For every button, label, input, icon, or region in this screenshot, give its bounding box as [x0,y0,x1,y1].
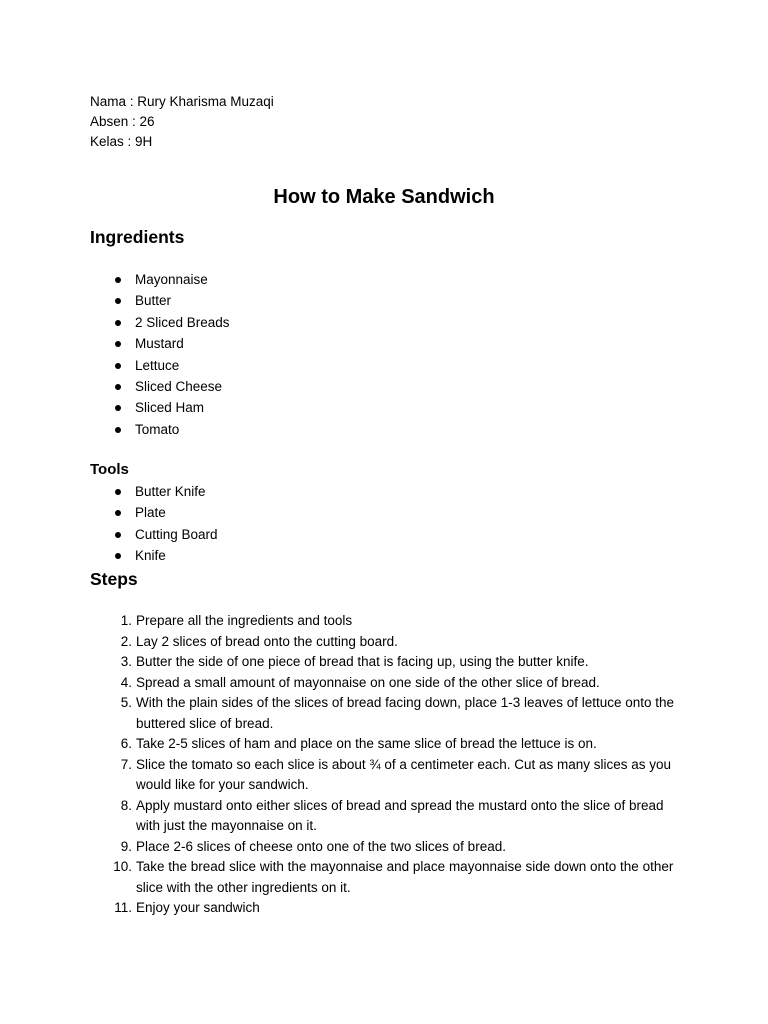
step-text: Take 2-5 slices of ham and place on the same slice of bread the lettuce is on. [136,736,597,751]
step-number: 7. [120,756,132,772]
tool-item: Cutting Board [110,524,218,545]
bullet-icon [115,320,121,326]
step-text: Take the bread slice with the mayonnaise and place mayonnaise side down onto the other slice with the other ingredients on it. [136,859,674,895]
step-number: 8. [120,797,132,813]
bullet-icon [115,341,121,347]
step-item [0,611,676,632]
steps-list [0,611,700,919]
step-text: With the plain sides of the slices of bread facing down, place 1-3 leaves of lettuce onto the buttered slice of bread. [136,695,675,731]
step-number: 10. [113,859,132,874]
ingredient-item: Sliced Ham [110,397,230,418]
step-number: 9. [120,838,132,854]
step-item [0,632,676,653]
ingredient-item: Mayonnaise [110,269,230,290]
step-number: 11. [114,900,132,915]
tools-list [110,481,218,567]
step-number: 5. [120,695,132,710]
step-text: Lay 2 slices of bread onto the cutting board. [136,633,398,649]
tool-item: Plate [110,502,218,523]
step-item [0,837,676,858]
step-number: 6. [120,736,132,751]
step-text: Slice the tomato so each slice is about ¾ of a centimeter each. Cut as many slices as you would like for your sandwich. [136,756,672,792]
step-text: Butter the side of one piece of bread that is facing up, using the butter knife. [136,654,589,669]
ingredient-item: 2 Sliced Breads [110,312,230,333]
student-kelas: Kelas : 9H [90,134,153,149]
bullet-icon [115,553,121,559]
tools-heading: Tools [90,461,129,478]
step-number: 4. [120,674,132,690]
step-item [0,755,676,796]
step-item [0,796,676,837]
ingredient-item: Lettuce [110,355,230,376]
step-number: 1. [120,613,132,628]
step-text: Enjoy your sandwich [136,900,260,915]
bullet-icon [115,510,121,516]
bullet-icon [115,427,121,433]
step-item [0,857,676,898]
step-item [0,652,676,673]
step-item [0,734,676,755]
ingredients-list [110,269,230,440]
tool-item: Knife [110,545,218,566]
student-info [90,92,274,152]
bullet-icon [115,532,121,538]
step-number: 2. [120,633,132,649]
student-absen: Absen : 26 [90,114,155,129]
ingredient-item: Sliced Cheese [110,376,230,397]
step-text: Place 2-6 slices of cheese onto one of the two slices of bread. [136,838,506,854]
bullet-icon [115,489,121,495]
ingredient-item: Mustard [110,333,230,354]
step-text: Prepare all the ingredients and tools [136,613,353,628]
step-number: 3. [120,654,132,669]
bullet-icon [115,363,121,369]
step-item [0,673,676,694]
ingredient-item: Butter [110,290,230,311]
ingredient-item: Tomato [110,419,230,440]
step-text: Spread a small amount of mayonnaise on one side of the other slice of bread. [136,674,600,690]
ingredients-heading: Ingredients [90,227,185,247]
step-item [0,898,676,919]
bullet-icon [115,405,121,411]
step-item [0,693,676,734]
bullet-icon [115,298,121,304]
student-name: Nama : Rury Kharisma Muzaqi [90,94,274,109]
steps-heading: Steps [90,569,138,589]
document-title: How to Make Sandwich [273,186,495,208]
bullet-icon [115,384,121,390]
tool-item: Butter Knife [110,481,218,502]
step-text: Apply mustard onto either slices of bread and spread the mustard onto the slice of bread with just the mayonnaise on it. [136,797,664,833]
bullet-icon [115,277,121,283]
